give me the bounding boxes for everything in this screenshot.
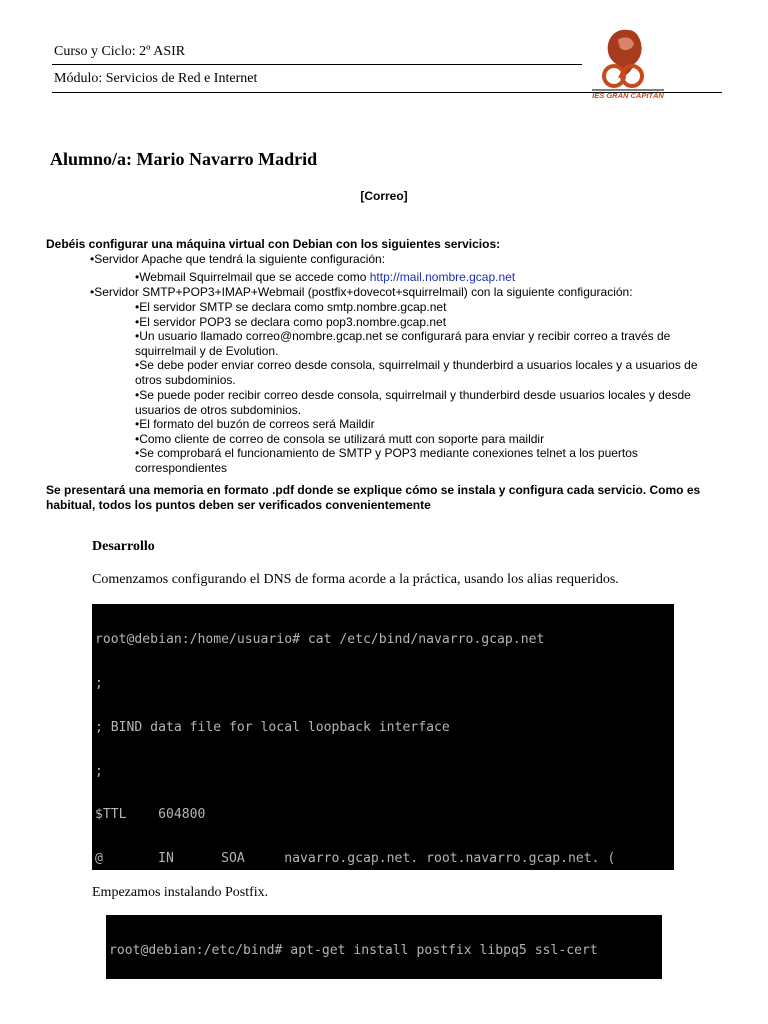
student-name: Alumno/a: Mario Navarro Madrid: [50, 149, 318, 169]
terminal-screenshot: [92, 604, 674, 870]
logo-text: IES GRAN CAPITÁN: [592, 91, 664, 100]
terminal-line: ;: [95, 675, 103, 691]
course-label: Curso y Ciclo: 2º ASIR: [54, 44, 186, 59]
list-item: •Se puede poder recibir correo desde consola, squirrelmail y thunderbird desde usuarios locales y desde usuarios de otros subdominios.: [135, 388, 691, 417]
list-item: •Como cliente de correo de consola se utilizará mutt con soporte para maildir: [135, 432, 545, 446]
closing-text: Se presentará una memoria en formato .pdf donde se explique cómo se instala y configura cada servicio. Como es habitual, todos los puntos deben ser verificados convenientemente: [46, 483, 701, 512]
paragraph: Empezamos instalando Postfix.: [92, 885, 269, 900]
terminal-line: $TTL 604800: [95, 807, 206, 823]
smtp-label: •Servidor SMTP+POP3+IMAP+Webmail (postfix+dovecot+squirrelmail) con la siguiente configuración:: [90, 285, 633, 299]
webmail-text: •Webmail Squirrelmail que se accede como: [135, 270, 370, 284]
module-label: Módulo: Servicios de Red e Internet: [54, 71, 258, 86]
terminal-line: root@debian:/home/usuario# cat /etc/bind/navarro.gcap.net: [95, 632, 545, 648]
webmail-link[interactable]: http://mail.nombre.gcap.net: [369, 270, 516, 284]
terminal-line: ;: [95, 763, 103, 779]
list-item: •El formato del buzón de correos será Maildir: [135, 417, 375, 431]
list-item: •El servidor POP3 se declara como pop3.nombre.gcap.net: [135, 315, 447, 329]
webmail-item: [135, 270, 725, 285]
school-logo: [588, 24, 668, 100]
terminal-line: root@debian:/etc/bind# apt-get install postfix libpq5 ssl-cert: [109, 943, 598, 959]
list-item: •El servidor SMTP se declara como smtp.nombre.gcap.net: [135, 300, 447, 314]
section-heading: Desarrollo: [92, 539, 155, 554]
intro-text: Debéis configurar una máquina virtual con Debian con los siguientes servicios:: [46, 237, 501, 251]
terminal-line: @ IN SOA navarro.gcap.net. root.navarro.gcap.net. (: [95, 851, 616, 867]
section-tag: [Correo]: [360, 189, 408, 203]
list-item: •Un usuario llamado correo@nombre.gcap.net se configurará para enviar y recibir correo a través de squirrelmail y de Evolution.: [135, 329, 671, 358]
header-divider: [52, 64, 582, 65]
terminal-screenshot: [106, 915, 662, 979]
list-item: •Se debe poder enviar correo desde consola, squirrelmail y thunderbird a usuarios locales y a usuarios de otros subdominios.: [135, 358, 698, 387]
apache-label: •Servidor Apache que tendrá la siguiente configuración:: [90, 252, 386, 266]
terminal-line: ; BIND data file for local loopback interface: [95, 719, 450, 735]
list-item: •Se comprobará el funcionamiento de SMTP y POP3 mediante conexiones telnet a los puertos correspondientes: [135, 446, 638, 475]
paragraph: Comenzamos configurando el DNS de forma acorde a la práctica, usando los alias requeridos.: [92, 572, 619, 587]
